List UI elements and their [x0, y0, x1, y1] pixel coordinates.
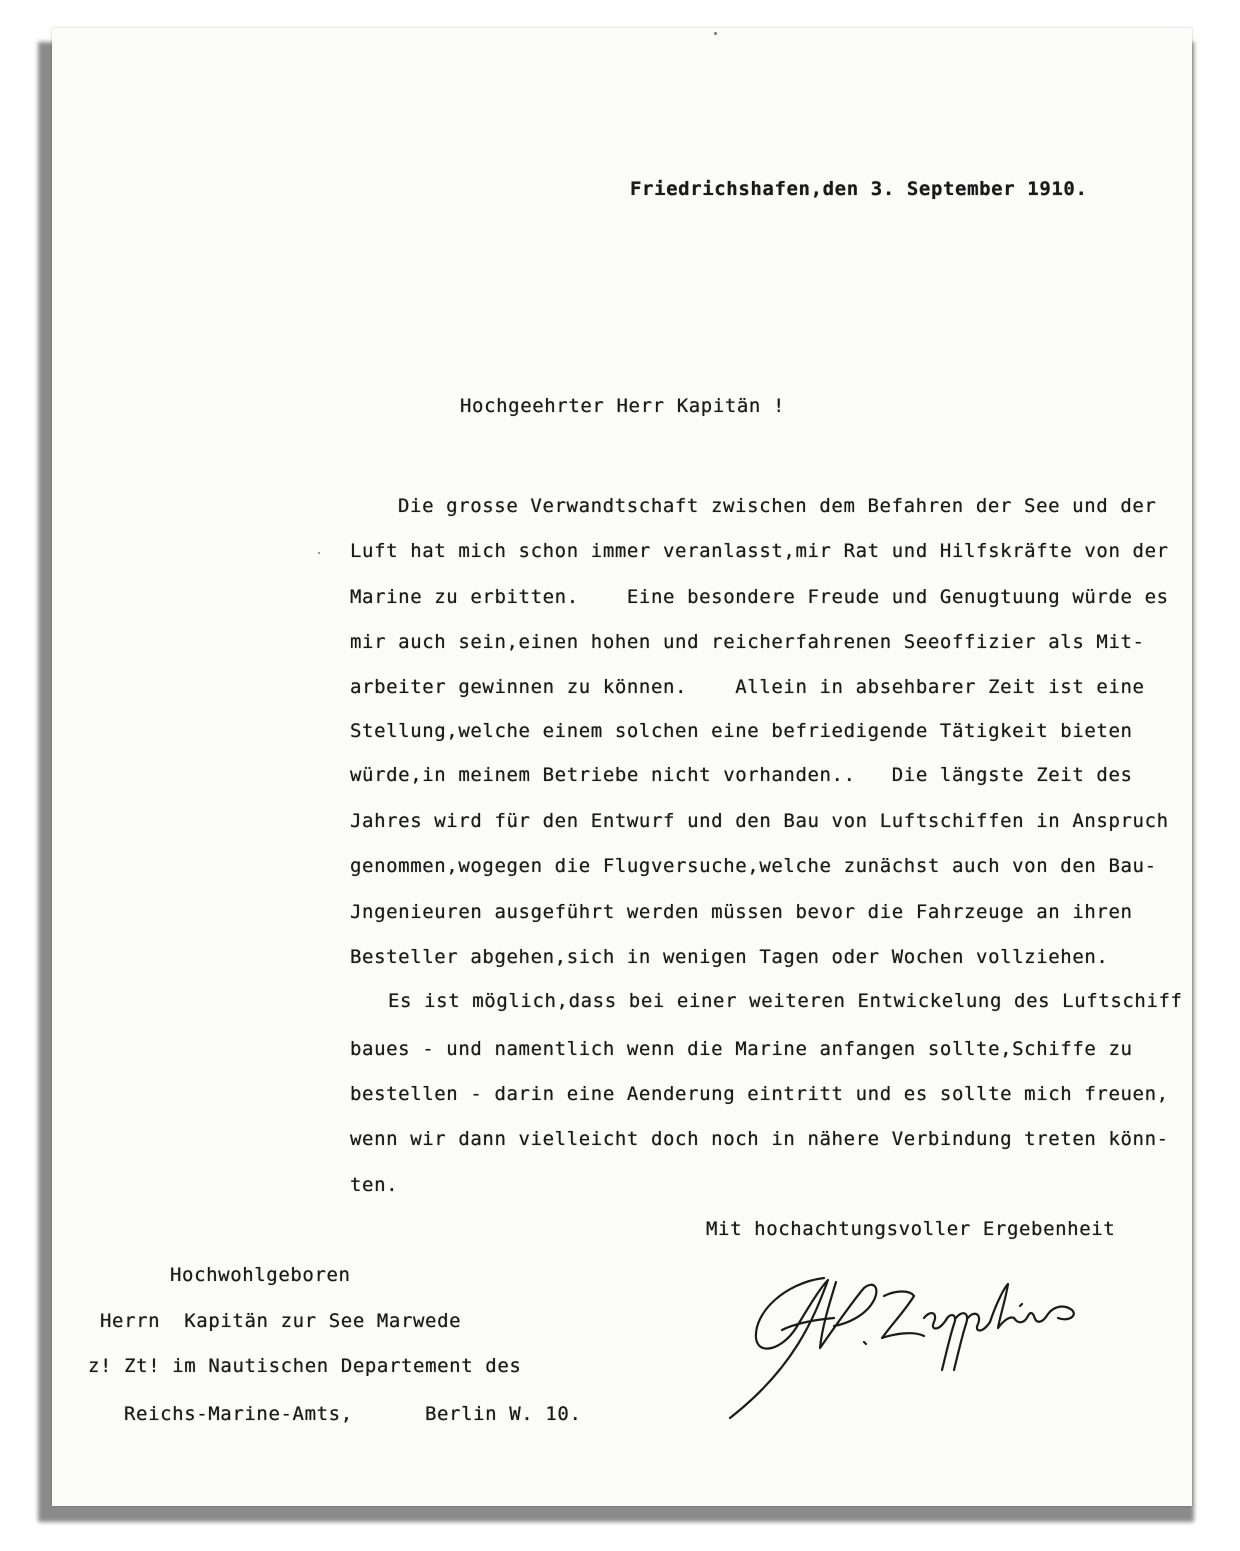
body-line: bestellen - darin eine Aenderung eintritt und es sollte mich freuen, [350, 1083, 1169, 1105]
body-line: Die grosse Verwandtschaft zwischen dem Befahren der See und der [398, 495, 1157, 517]
body-line: mir auch sein,einen hohen und reicherfahrenen Seeoffizier als Mit- [350, 631, 1145, 653]
body-line: Jahres wird für den Entwurf und den Bau von Luftschiffen in Anspruch [350, 810, 1169, 832]
body-line: baues - und namentlich wenn die Marine anfangen sollte,Schiffe zu [350, 1038, 1133, 1060]
signature [724, 1258, 1094, 1424]
address-line: Hochwohlgeboren [170, 1264, 351, 1286]
address-line: z! Zt! im Nautischen Departement des [88, 1355, 522, 1377]
address-line: Herrn Kapitän zur See Marwede [100, 1310, 462, 1332]
body-line: Jngenieuren ausgeführt werden müssen bevor die Fahrzeuge an ihren [350, 901, 1133, 923]
body-line: Luft hat mich schon immer veranlasst,mir Rat und Hilfskräfte von der [350, 540, 1169, 562]
body-line: arbeiter gewinnen zu können. Allein in absehbarer Zeit ist eine [350, 676, 1145, 698]
body-line: ten. [350, 1174, 399, 1196]
body-line: genommen,wogegen die Flugversuche,welche zunächst auch von den Bau- [350, 855, 1157, 877]
paper-speck [318, 552, 320, 554]
salutation: Hochgeehrter Herr Kapitän ! [460, 395, 786, 417]
date-line: Friedrichshafen,den 3. September 1910. [630, 178, 1088, 200]
body-line: Besteller abgehen,sich in wenigen Tagen oder Wochen vollziehen. [350, 946, 1109, 968]
closing-line: Mit hochachtungsvoller Ergebenheit [706, 1218, 1116, 1240]
body-line: Es ist möglich,dass bei einer weiteren Entwickelung des Luftschiff [388, 990, 1183, 1012]
body-line: würde,in meinem Betriebe nicht vorhanden.. Die längste Zeit des [350, 764, 1133, 786]
body-line: Marine zu erbitten. Eine besondere Freude und Genugtuung würde es [350, 586, 1169, 608]
address-line: Reichs-Marine-Amts, Berlin W. 10. [124, 1403, 582, 1425]
body-line: wenn wir dann vielleicht doch noch in nähere Verbindung treten könn- [350, 1128, 1169, 1150]
body-line: Stellung,welche einem solchen eine befriedigende Tätigkeit bieten [350, 720, 1133, 742]
paper-speck [714, 32, 717, 35]
